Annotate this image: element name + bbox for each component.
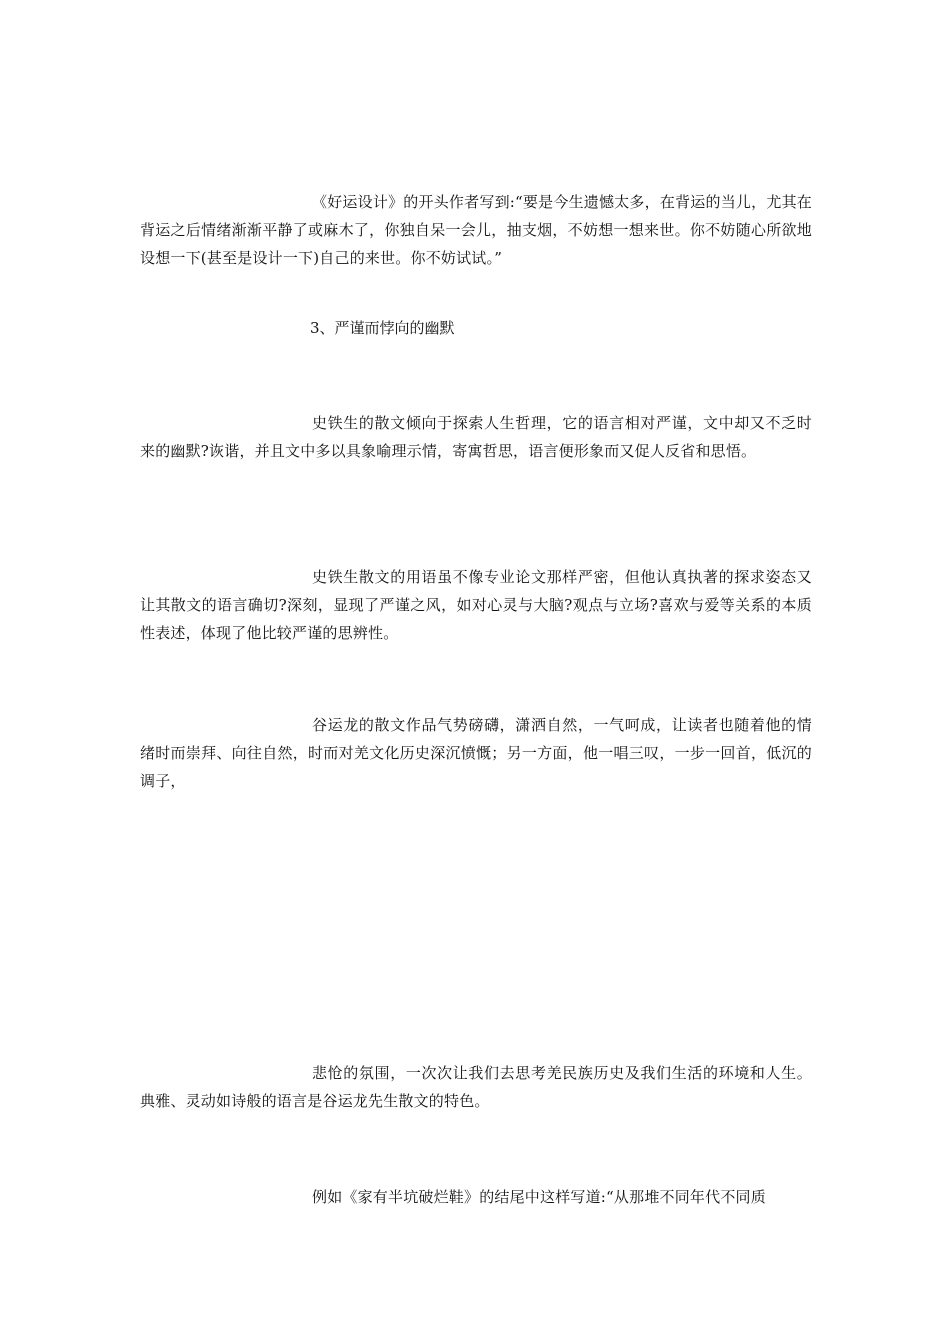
paragraph-1: 《好运设计》的开头作者写到:“要是今生遗憾太多，在背运的当儿，尤其在背运之后情绪渐渐平静了或麻木了，你独自呆一会儿，抽支烟，不妨想一想来世。你不妨随心所欲地设想一下(甚至是设计一下)自己的来世。你不妨试试。” bbox=[140, 193, 812, 267]
paragraph-6: 例如《家有半坑破烂鞋》的结尾中这样写道:“从那堆不同年代不同质 bbox=[312, 1188, 766, 1206]
paragraph-2: 史铁生的散文倾向于探索人生哲理，它的语言相对严谨，文中却又不乏时来的幽默?诙谐，并且文中多以具象喻理示情，寄寓哲思，语言便形象而又促人反省和思悟。 bbox=[140, 414, 812, 460]
paragraph-5: 悲怆的氛围，一次次让我们去思考羌民族历史及我们生活的环境和人生。典雅、灵动如诗般的语言是谷运龙先生散文的特色。 bbox=[140, 1064, 812, 1110]
paragraph-4: 谷运龙的散文作品气势磅礴，潇洒自然，一气呵成，让读者也随着他的情绪时而崇拜、向往自然，时而对羌文化历史深沉愤慨；另一方面，他一唱三叹，一步一回首，低沉的调子， bbox=[140, 716, 812, 790]
paragraph-3: 史铁生散文的用语虽不像专业论文那样严密，但他认真执著的探求姿态又让其散文的语言确切?深刻，显现了严谨之风，如对心灵与大脑?观点与立场?喜欢与爱等关系的本质性表述，体现了他比较严谨的思辨性。 bbox=[140, 568, 812, 642]
section-heading: 3、严谨而悖向的幽默 bbox=[310, 319, 455, 337]
